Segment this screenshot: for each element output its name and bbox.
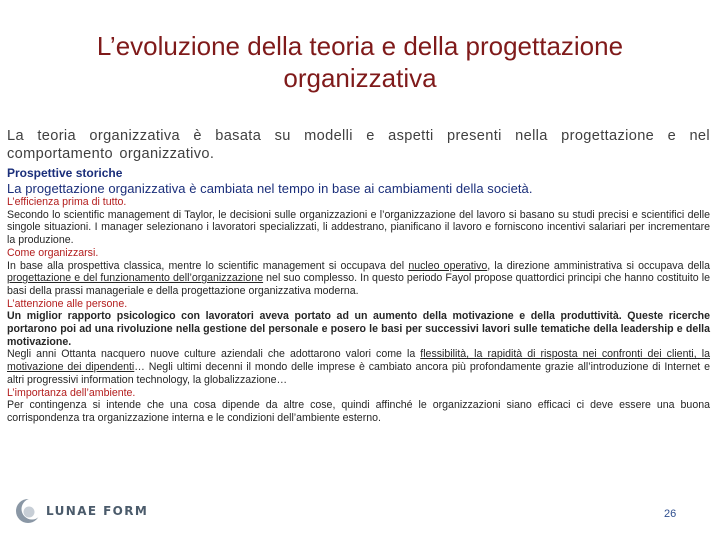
efficienza-heading: L’efficienza prima di tutto.: [7, 196, 127, 208]
nucleo-operativo-link[interactable]: nucleo operativo: [408, 259, 488, 272]
logo-text: LUNAE FORM: [46, 504, 149, 518]
section-heading: Prospettive storiche: [7, 166, 123, 180]
persone-text-b: … Negli ultimi decenni il mondo delle imprese è cambiato ancora più profondamente grazie all’introduzione di Internet e altri progressivi information technology, la globalizzazione…: [7, 361, 710, 386]
ambiente-heading: L’importanza dell’ambiente.: [7, 386, 136, 399]
persone-bold-text: Un miglior rapporto psicologico con lavoratori aveva portato ad un aumento della motivazione e della produttività. Queste ricerche portarono poi ad una rivoluzione nella gestione del personale e posero le basi per successivi lavori sulle tematiche della leadership e della motivazione.: [7, 310, 710, 348]
lunae-form-logo: [14, 497, 148, 525]
body-text: [7, 196, 710, 425]
progettazione-link[interactable]: progettazione e del funzionamento dell’organizzazione: [7, 272, 264, 285]
slide-title: [20, 30, 700, 94]
flessibilita-link[interactable]: flessibilità, la rapidità di risposta nei confronti dei clienti, la motivazione dei dipendenti: [7, 348, 710, 374]
organizzarsi-text-b: , la direzione amministrativa si occupava della: [487, 259, 710, 272]
intro-paragraph: La teoria organizzativa è basata su modelli e aspetti presenti nella progettazione e nel comportamento organizzativo.: [7, 128, 710, 162]
organizzarsi-text-c: nel suo complesso. In questo periodo Fayol propose quattordici principi che hanno costituito le basi della prassi manageriale e della progettazione organizzativa moderna.: [7, 272, 710, 297]
organizzarsi-text: [7, 260, 710, 298]
section-lead: La progettazione organizzativa è cambiata nel tempo in base ai cambiamenti della società.: [7, 181, 533, 196]
efficienza-text: Secondo lo scientific management di Taylor, le decisioni sulle organizzazioni e l’organizzazione del lavoro si basano su studi precisi e scientifici delle singole situazioni. I manager selezionano i lavoratori specializzati, li addestrano, pianificano il lavoro e forniscono incentivi salariari per incrementare la produzione.: [7, 208, 710, 247]
persone-text: [7, 348, 710, 386]
persone-heading: L’attenzione alle persone.: [7, 297, 128, 310]
page-number: 26: [664, 508, 677, 520]
moon-logo-icon: [14, 497, 42, 525]
organizzarsi-heading: Come organizzarsi.: [7, 246, 99, 259]
persone-text-a: Negli anni Ottanta nacquero nuove culture aziendali che adottarono valori come la: [7, 348, 421, 361]
organizzarsi-text-a: In base alla prospettiva classica, mentre lo scientific management si occupava del: [7, 259, 409, 272]
slide-title-line-1: L’evoluzione della teoria e della progettazione: [96, 31, 624, 61]
ambiente-text: Per contingenza si intende che una cosa dipende da altre cose, quindi affinché le organizzazioni siano efficaci ci deve essere una buona corrispondenza tra organizzazione interna e le condizioni dell’ambiente esterno.: [7, 399, 710, 424]
slide-title-line-2: organizzativa: [283, 63, 437, 93]
